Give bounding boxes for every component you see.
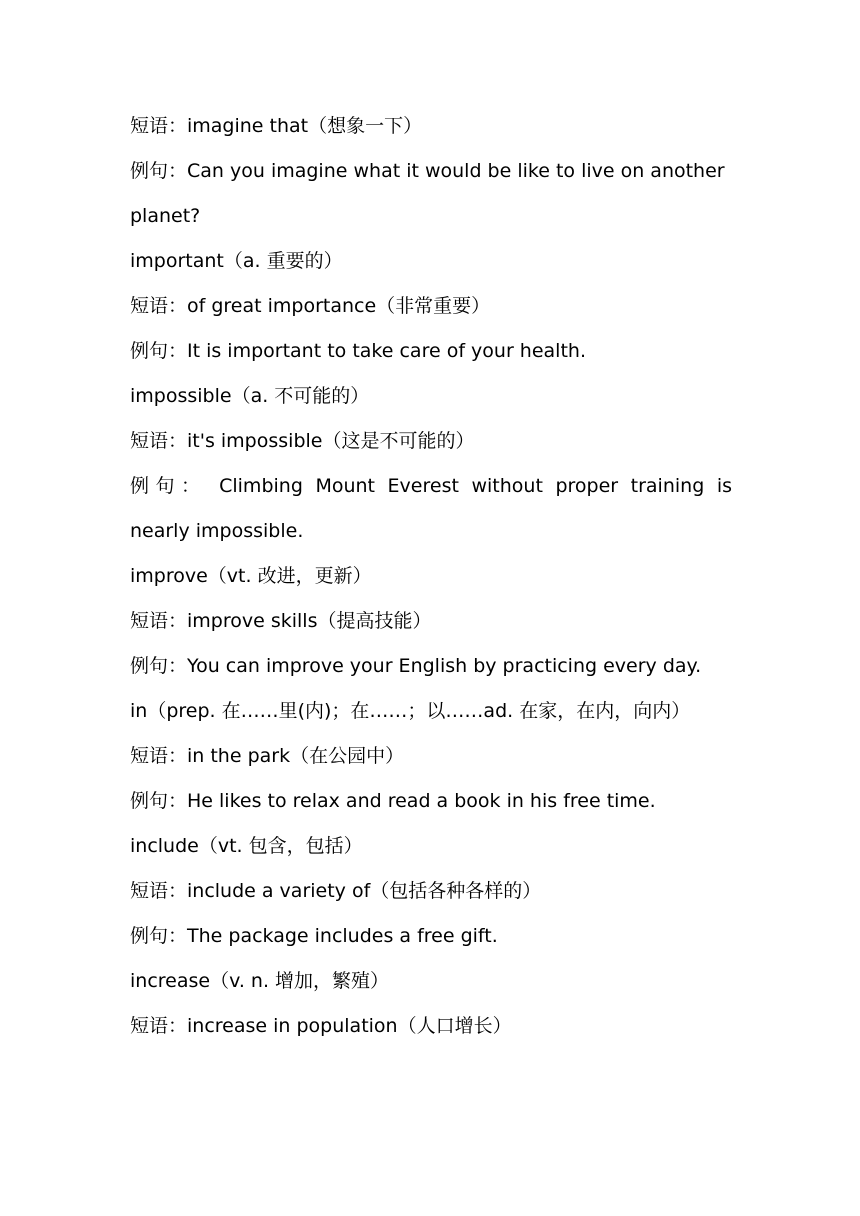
word-improve: improve（vt. 改进，更新）	[130, 565, 372, 587]
word-increase: increase（v. n. 增加，繁殖）	[130, 970, 390, 992]
phrase-of-great-importance: 短语：of great importance（非常重要）	[130, 295, 491, 317]
word-in: in（prep. 在……里(内)；在……；以……ad. 在家，在内，向内）	[130, 700, 691, 722]
word-include: include（vt. 包含，包括）	[130, 835, 363, 857]
example-include: 例句：The package includes a free gift.	[130, 925, 498, 947]
example-improve: 例句：You can improve your English by practicing every day.	[130, 655, 702, 677]
example-imagine: 例句：Can you imagine what it would be like to live on another planet?	[130, 160, 725, 227]
example-impossible: 例句： Climbing Mount Everest without proper training is nearly impossible.	[130, 475, 732, 542]
example-important: 例句：It is important to take care of your health.	[130, 340, 586, 362]
phrase-its-impossible: 短语：it's impossible（这是不可能的）	[130, 430, 475, 452]
phrase-improve-skills: 短语：improve skills（提高技能）	[130, 610, 432, 632]
example-in: 例句：He likes to relax and read a book in his free time.	[130, 790, 656, 812]
phrase-in-the-park: 短语：in the park（在公园中）	[130, 745, 405, 767]
phrase-imagine-that: 短语：imagine that（想象一下）	[130, 115, 423, 137]
phrase-increase-in-population: 短语：increase in population（人口增长）	[130, 1015, 512, 1037]
word-important: important（a. 重要的）	[130, 250, 343, 272]
document-page	[130, 104, 732, 1049]
word-impossible: impossible（a. 不可能的）	[130, 385, 370, 407]
phrase-include-a-variety-of: 短语：include a variety of（包括各种各样的）	[130, 880, 542, 902]
